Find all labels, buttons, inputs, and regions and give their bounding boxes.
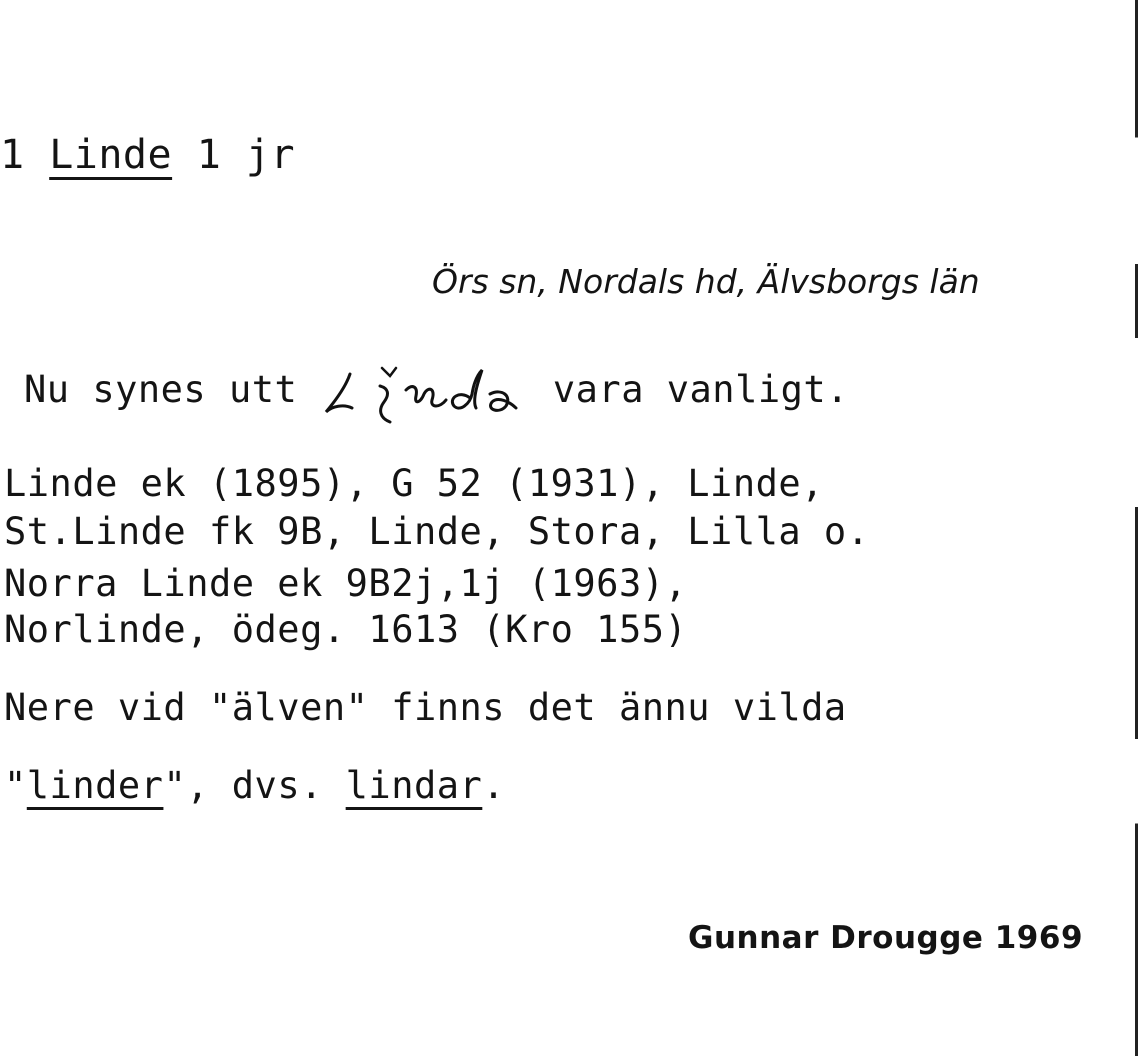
heading-suffix: 1 jr	[196, 132, 296, 178]
location-stamp: Örs sn, Nordals hd, Älvsborgs län	[432, 262, 980, 301]
word-lindar: lindar	[345, 764, 483, 807]
open-quote: "	[4, 764, 27, 807]
body-line: Linde ek (1895), G 52 (1931), Linde,	[4, 462, 824, 505]
heading-name: Linde	[49, 132, 173, 178]
body-line: Norlinde, ödeg. 1613 (Kro 155)	[4, 608, 688, 651]
handwritten-word	[320, 364, 530, 424]
word-linder: linder	[26, 764, 164, 807]
middle-text: ", dvs.	[163, 764, 346, 807]
sentence-before: Nu synes utt	[24, 368, 298, 411]
card-edge-line	[1135, 0, 1138, 1056]
body-line: Norra Linde ek 9B2j,1j (1963),	[4, 562, 688, 605]
signature-stamp: Gunnar Drougge 1969	[688, 920, 1084, 956]
end-period: .	[482, 764, 506, 807]
sentence-after: vara vanligt.	[552, 368, 849, 411]
heading-number: 1	[0, 132, 25, 178]
pronunciation-sentence	[24, 364, 849, 424]
body-line: Nere vid "älven" finns det ännu vilda	[4, 686, 847, 729]
card-heading	[0, 132, 295, 178]
body-line: St.Linde fk 9B, Linde, Stora, Lilla o.	[4, 510, 870, 553]
last-line	[4, 764, 505, 807]
